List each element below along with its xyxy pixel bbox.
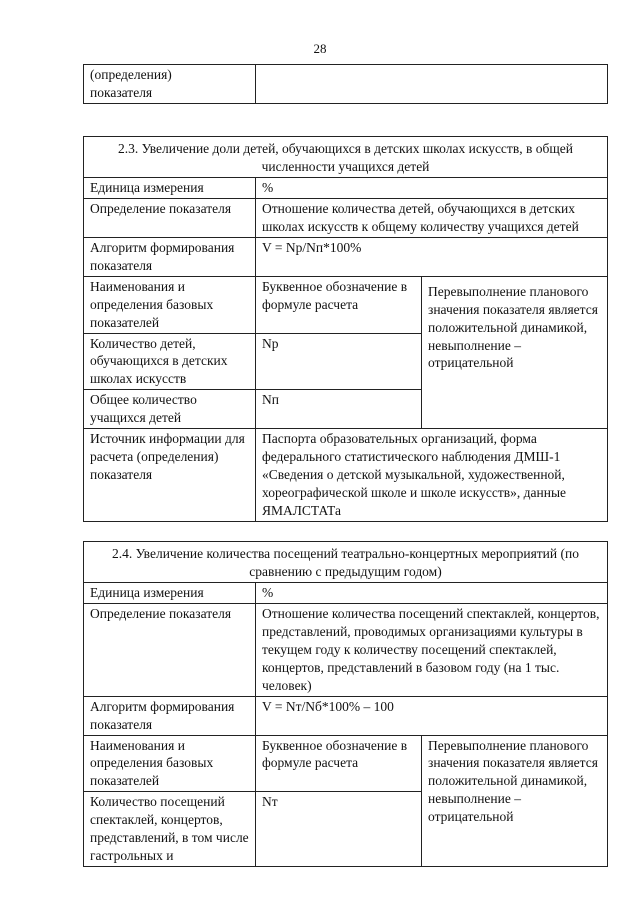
table-row bbox=[84, 137, 608, 178]
base-indicator-symbol: Nп bbox=[256, 390, 422, 429]
column-header: Буквенное обозначение в формуле расчета bbox=[256, 276, 422, 333]
table-row bbox=[84, 276, 608, 333]
continued-table-fragment bbox=[83, 64, 608, 104]
label-line: (определения) bbox=[90, 67, 172, 82]
row-label: Источник информации для расчета (определения) показателя bbox=[84, 429, 256, 522]
table-row bbox=[84, 429, 608, 522]
base-indicator-name: Количество детей, обучающихся в детских школах искусств bbox=[84, 333, 256, 390]
indicator-table-2-4 bbox=[83, 541, 608, 867]
indicator-title: 2.4. Увеличение количества посещений театрально-концертных мероприятий (по сравнению с предыдущим годом) bbox=[84, 542, 608, 583]
table-row bbox=[84, 65, 608, 104]
table-row bbox=[84, 198, 608, 237]
row-label: Определение показателя bbox=[84, 198, 256, 237]
formula: V = Nт/Nб*100% – 100 bbox=[256, 696, 608, 735]
column-header: Буквенное обозначение в формуле расчета bbox=[256, 735, 422, 792]
table-cell-empty bbox=[256, 65, 608, 104]
base-indicator-symbol: Nр bbox=[256, 333, 422, 390]
row-value: % bbox=[256, 582, 608, 603]
table-cell bbox=[84, 65, 256, 104]
table-row bbox=[84, 177, 608, 198]
table-row bbox=[84, 603, 608, 696]
indicator-table-2-3 bbox=[83, 136, 608, 522]
table-row bbox=[84, 735, 608, 792]
formula: V = Nр/Nп*100% bbox=[256, 237, 608, 276]
row-value: Отношение количества посещений спектаклей, концертов, представлений, проводимых организациями культуры в текущем году к количеству посещений спектаклей, концертов, представлений в базовом году (на 1 тыс. человек) bbox=[256, 603, 608, 696]
row-value: % bbox=[256, 177, 608, 198]
row-value: Паспорта образовательных организаций, форма федерального статистического наблюдения ДМШ-1 «Сведения о детской музыкальной, художественной, хореографической школе и школе искусств», данные ЯМАЛСТАТа bbox=[256, 429, 608, 522]
table-row bbox=[84, 582, 608, 603]
row-label: Единица измерения bbox=[84, 582, 256, 603]
base-indicator-symbol: Nт bbox=[256, 792, 422, 867]
table-row bbox=[84, 696, 608, 735]
indicator-title: 2.3. Увеличение доли детей, обучающихся в детских школах искусств, в общей численности учащихся детей bbox=[84, 137, 608, 178]
page-number: 28 bbox=[313, 41, 327, 56]
row-value: Отношение количества детей, обучающихся в детских школах искусств к общему количеству учащихся детей bbox=[256, 198, 608, 237]
row-label: Наименования и определения базовых показателей bbox=[84, 276, 256, 333]
row-label: Алгоритм формирования показателя bbox=[84, 696, 256, 735]
row-label: Единица измерения bbox=[84, 177, 256, 198]
trend-note: Перевыполнение планового значения показателя является положительной динамикой, невыполнение – отрицательной bbox=[422, 276, 608, 429]
label-line: показателя bbox=[90, 84, 153, 100]
table-row bbox=[84, 542, 608, 583]
base-indicator-name: Количество посещений спектаклей, концертов, представлений, в том числе гастрольных и bbox=[84, 792, 256, 867]
row-label: Определение показателя bbox=[84, 603, 256, 696]
base-indicator-name: Общее количество учащихся детей bbox=[84, 390, 256, 429]
row-label: Наименования и определения базовых показателей bbox=[84, 735, 256, 792]
trend-note: Перевыполнение планового значения показателя является положительной динамикой, невыполнение – отрицательной bbox=[422, 735, 608, 867]
table-row bbox=[84, 237, 608, 276]
row-label: Алгоритм формирования показателя bbox=[84, 237, 256, 276]
